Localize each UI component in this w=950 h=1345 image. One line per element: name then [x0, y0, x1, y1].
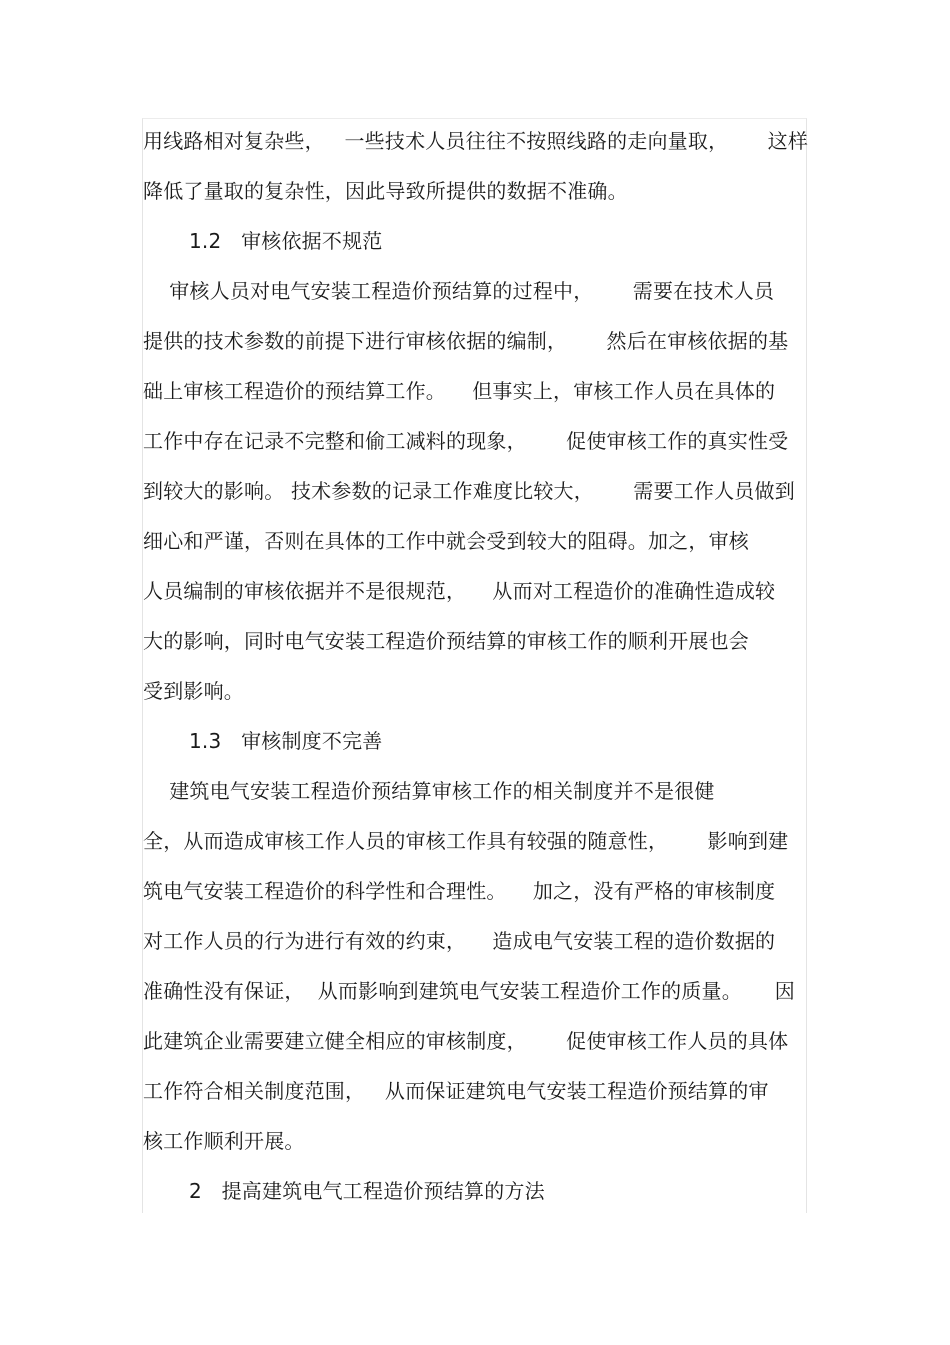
text-line: 提供的技术参数的前提下进行审核依据的编制， 然后在审核依据的基 [143, 329, 789, 353]
text-line: 到较大的影响。 技术参数的记录工作难度比较大， 需要工作人员做到 [143, 479, 795, 503]
text-line: 建筑电气安装工程造价预结算审核工作的相关制度并不是很健 [143, 779, 715, 803]
text-line: 全，从而造成审核工作人员的审核工作具有较强的随意性， 影响到建 [143, 829, 789, 853]
section-heading-2: 2 提高建筑电气工程造价预结算的方法 [189, 1179, 545, 1203]
text-line: 核工作顺利开展。 [143, 1129, 305, 1153]
text-line: 工作符合相关制度范围， 从而保证建筑电气安装工程造价预结算的审 [143, 1079, 769, 1103]
section-heading-1-3: 1.3 审核制度不完善 [189, 729, 383, 753]
text-line: 准确性没有保证， 从而影响到建筑电气安装工程造价工作的质量。 因 [143, 979, 795, 1003]
text-line: 审核人员对电气安装工程造价预结算的过程中， 需要在技术人员 [143, 279, 775, 303]
text-line: 受到影响。 [143, 679, 244, 703]
text-line: 降低了量取的复杂性，因此导致所提供的数据不准确。 [143, 179, 628, 203]
text-line: 此建筑企业需要建立健全相应的审核制度， 促使审核工作人员的具体 [143, 1029, 789, 1053]
text-line: 对工作人员的行为进行有效的约束， 造成电气安装工程的造价数据的 [143, 929, 776, 953]
text-line: 大的影响，同时电气安装工程造价预结算的审核工作的顺利开展也会 [143, 629, 749, 653]
section-heading-1-2: 1.2 审核依据不规范 [189, 229, 383, 253]
text-line: 人员编制的审核依据并不是很规范， 从而对工程造价的准确性造成较 [143, 579, 776, 603]
text-line: 工作中存在记录不完整和偷工减料的现象， 促使审核工作的真实性受 [143, 429, 789, 453]
text-line: 用线路相对复杂些， 一些技术人员往往不按照线路的走向量取， 这样 [143, 129, 809, 153]
text-line: 筑电气安装工程造价的科学性和合理性。 加之，没有严格的审核制度 [143, 879, 776, 903]
text-line: 细心和严谨，否则在具体的工作中就会受到较大的阻碍。加之，审核 [143, 529, 749, 553]
text-line: 础上审核工程造价的预结算工作。 但事实上，审核工作人员在具体的 [143, 379, 776, 403]
